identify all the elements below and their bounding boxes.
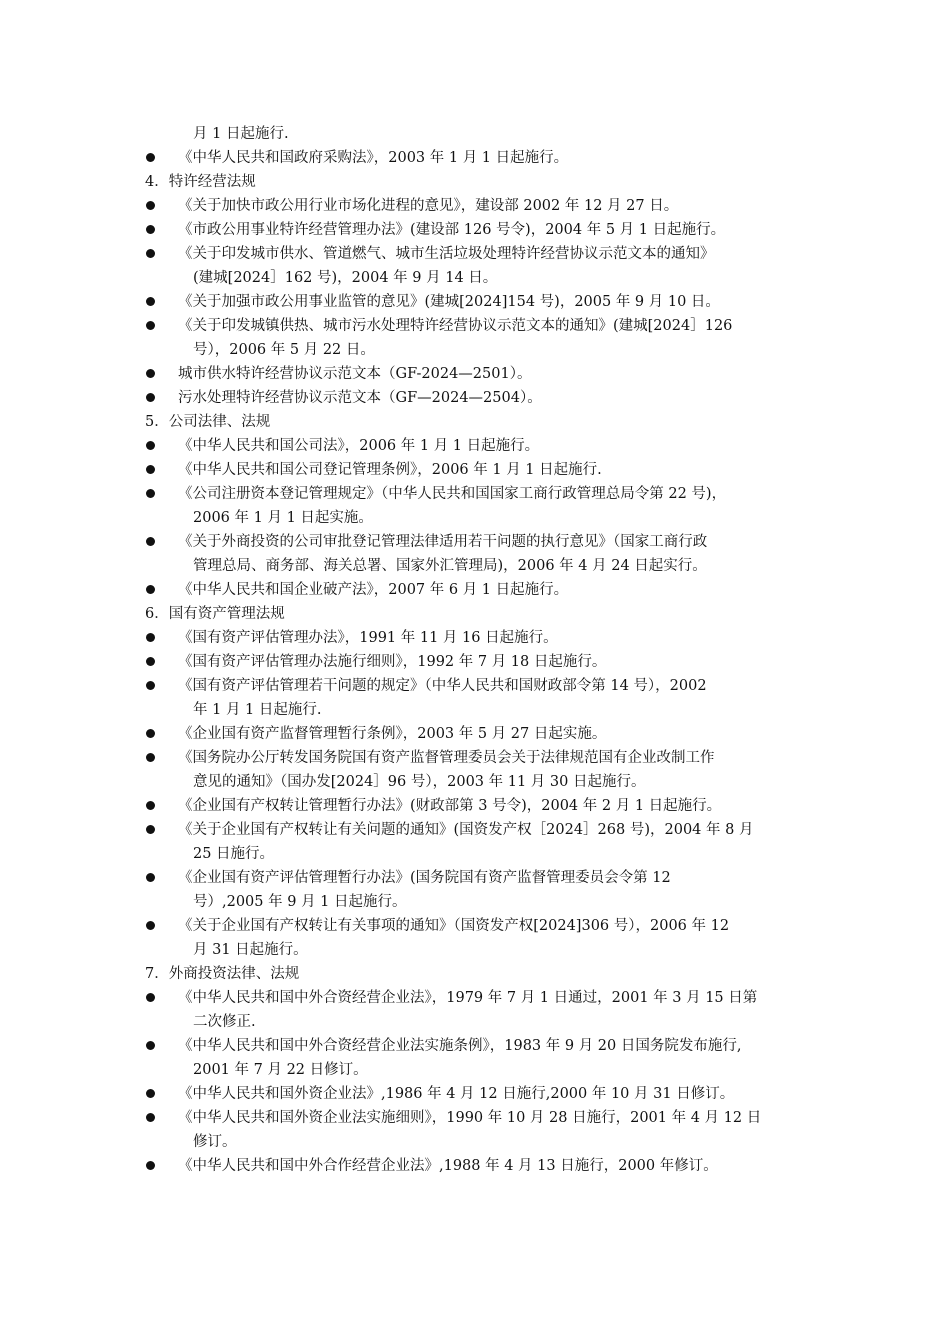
list-item bbox=[145, 388, 815, 408]
list-item-text: 《中华人民共和国中外合作经营企业法》,1988 年 4 月 13 日施行，2000 年修订。 bbox=[178, 1158, 718, 1174]
list-item bbox=[145, 748, 815, 792]
section-heading: 6．国有资产管理法规 bbox=[145, 606, 285, 622]
list-item bbox=[145, 244, 815, 288]
list-item-text: 《中华人民共和国外资企业法实施细则》，1990 年 10 月 28 日施行，2001 年 4 月 12 日 bbox=[178, 1110, 762, 1126]
list-item-text: 污水处理特许经营协议示范文本（GF—2024—2504）。 bbox=[178, 390, 542, 406]
list-item-text: 《中华人民共和国政府采购法》，2003 年 1 月 1 日起施行。 bbox=[178, 150, 569, 166]
list-item bbox=[145, 1156, 815, 1176]
list-item bbox=[145, 724, 815, 744]
list-item-continuation: 二次修正. bbox=[193, 1014, 256, 1030]
list-item-text: 《市政公用事业特许经营管理办法》(建设部 126 号令)，2004 年 5 月 1 日起施行。 bbox=[178, 222, 726, 238]
list-item bbox=[145, 1084, 815, 1104]
list-item bbox=[145, 220, 815, 240]
list-item bbox=[145, 1036, 815, 1080]
list-item-continuation: 2006 年 1 月 1 日起实施。 bbox=[193, 510, 373, 526]
list-item-text: 《中华人民共和国外资企业法》,1986 年 4 月 12 日施行,2000 年 10 月 31 日修订。 bbox=[178, 1086, 735, 1102]
list-item bbox=[145, 652, 815, 672]
list-item bbox=[145, 292, 815, 312]
list-item-continuation: 管理总局、商务部、海关总署、国家外汇管理局)，2006 年 4 月 24 日起实行。 bbox=[193, 558, 707, 574]
list-item-continuation: 2001 年 7 月 22 日修订。 bbox=[193, 1062, 368, 1078]
continuation-text: 月 1 日起施行. bbox=[193, 126, 289, 142]
list-item bbox=[145, 796, 815, 816]
list-item-continuation: 年 1 月 1 日起施行. bbox=[193, 702, 322, 718]
list-item-text: 《关于加快市政公用行业市场化进程的意见》，建设部 2002 年 12 月 27 日。 bbox=[178, 198, 679, 214]
list-item bbox=[145, 868, 815, 912]
list-item-text: 《企业国有资产监督管理暂行条例》，2003 年 5 月 27 日起实施。 bbox=[178, 726, 607, 742]
list-item-continuation: 月 31 日起施行。 bbox=[193, 942, 308, 958]
list-item-continuation: 号）,2005 年 9 月 1 日起施行。 bbox=[193, 894, 407, 910]
list-item-text: 《中华人民共和国中外合资经营企业法实施条例》，1983 年 9 月 20 日国务院发布施行, bbox=[178, 1038, 742, 1054]
list-item bbox=[145, 196, 815, 216]
section-heading: 7．外商投资法律、法规 bbox=[145, 966, 300, 982]
list-item-text: 《公司注册资本登记管理规定》（中华人民共和国国家工商行政管理总局令第 22 号)， bbox=[178, 486, 727, 502]
section-heading: 4．特许经营法规 bbox=[145, 174, 256, 190]
list-item-continuation: 号），2006 年 5 月 22 日。 bbox=[193, 342, 375, 358]
list-item bbox=[145, 460, 815, 480]
list-item bbox=[145, 1108, 815, 1152]
list-item bbox=[145, 916, 815, 960]
list-item-continuation: 25 日施行。 bbox=[193, 846, 275, 862]
list-item-text: 《中华人民共和国中外合资经营企业法》，1979 年 7 月 1 日通过，2001 年 3 月 15 日第 bbox=[178, 990, 758, 1006]
list-item-continuation: 修订。 bbox=[193, 1134, 237, 1150]
list-item-text: 《关于印发城市供水、管道燃气、城市生活垃圾处理特许经营协议示范文本的通知》 bbox=[178, 246, 715, 262]
list-item-text: 《国有资产评估管理若干问题的规定》（中华人民共和国财政部令第 14 号），2002 bbox=[178, 678, 707, 694]
list-item bbox=[145, 148, 815, 168]
list-item bbox=[145, 580, 815, 600]
list-item bbox=[145, 988, 815, 1032]
list-item-text: 《国有资产评估管理办法施行细则》，1992 年 7 月 18 日起施行。 bbox=[178, 654, 607, 670]
list-item bbox=[145, 484, 815, 528]
list-item bbox=[145, 532, 815, 576]
list-item bbox=[145, 676, 815, 720]
list-item-text: 《关于印发城镇供热、城市污水处理特许经营协议示范文本的通知》(建城[2024］126 bbox=[178, 318, 733, 334]
list-item-text: 《关于企业国有产权转让有关事项的通知》（国资发产权[2024]306 号），2006 年 12 bbox=[178, 918, 730, 934]
list-item bbox=[145, 436, 815, 456]
list-item-text: 《关于外商投资的公司审批登记管理法律适用若干问题的执行意见》（国家工商行政 bbox=[178, 534, 708, 550]
list-item-text: 《中华人民共和国公司法》，2006 年 1 月 1 日起施行。 bbox=[178, 438, 540, 454]
section-heading: 5．公司法律、法规 bbox=[145, 414, 271, 430]
list-item-text: 《企业国有资产评估管理暂行办法》(国务院国有资产监督管理委员会令第 12 bbox=[178, 870, 671, 886]
list-item-text: 《中华人民共和国企业破产法》，2007 年 6 月 1 日起施行。 bbox=[178, 582, 569, 598]
list-item-text: 《国有资产评估管理办法》，1991 年 11 月 16 日起施行。 bbox=[178, 630, 558, 646]
list-item-text: 城市供水特许经营协议示范文本（GF-2024—2501）。 bbox=[178, 366, 532, 382]
document-body bbox=[145, 124, 815, 1180]
list-item bbox=[145, 364, 815, 384]
list-item-text: 《国务院办公厅转发国务院国有资产监督管理委员会关于法律规范国有企业改制工作 bbox=[178, 750, 715, 766]
list-item bbox=[145, 316, 815, 360]
list-item-continuation: (建城[2024］162 号)，2004 年 9 月 14 日。 bbox=[193, 270, 498, 286]
list-item-continuation: 意见的通知》（国办发[2024］96 号），2003 年 11 月 30 日起施行。 bbox=[193, 774, 646, 790]
list-item-text: 《关于加强市政公用事业监管的意见》(建城[2024]154 号)，2005 年 9 月 10 日。 bbox=[178, 294, 720, 310]
list-item-text: 《关于企业国有产权转让有关问题的通知》(国资发产权［2024］268 号)，2004 年 8 月 bbox=[178, 822, 754, 838]
list-item-text: 《企业国有产权转让管理暂行办法》(财政部第 3 号令)，2004 年 2 月 1 日起施行。 bbox=[178, 798, 722, 814]
list-item bbox=[145, 820, 815, 864]
list-item bbox=[145, 628, 815, 648]
list-item-text: 《中华人民共和国公司登记管理条例》，2006 年 1 月 1 日起施行. bbox=[178, 462, 602, 478]
